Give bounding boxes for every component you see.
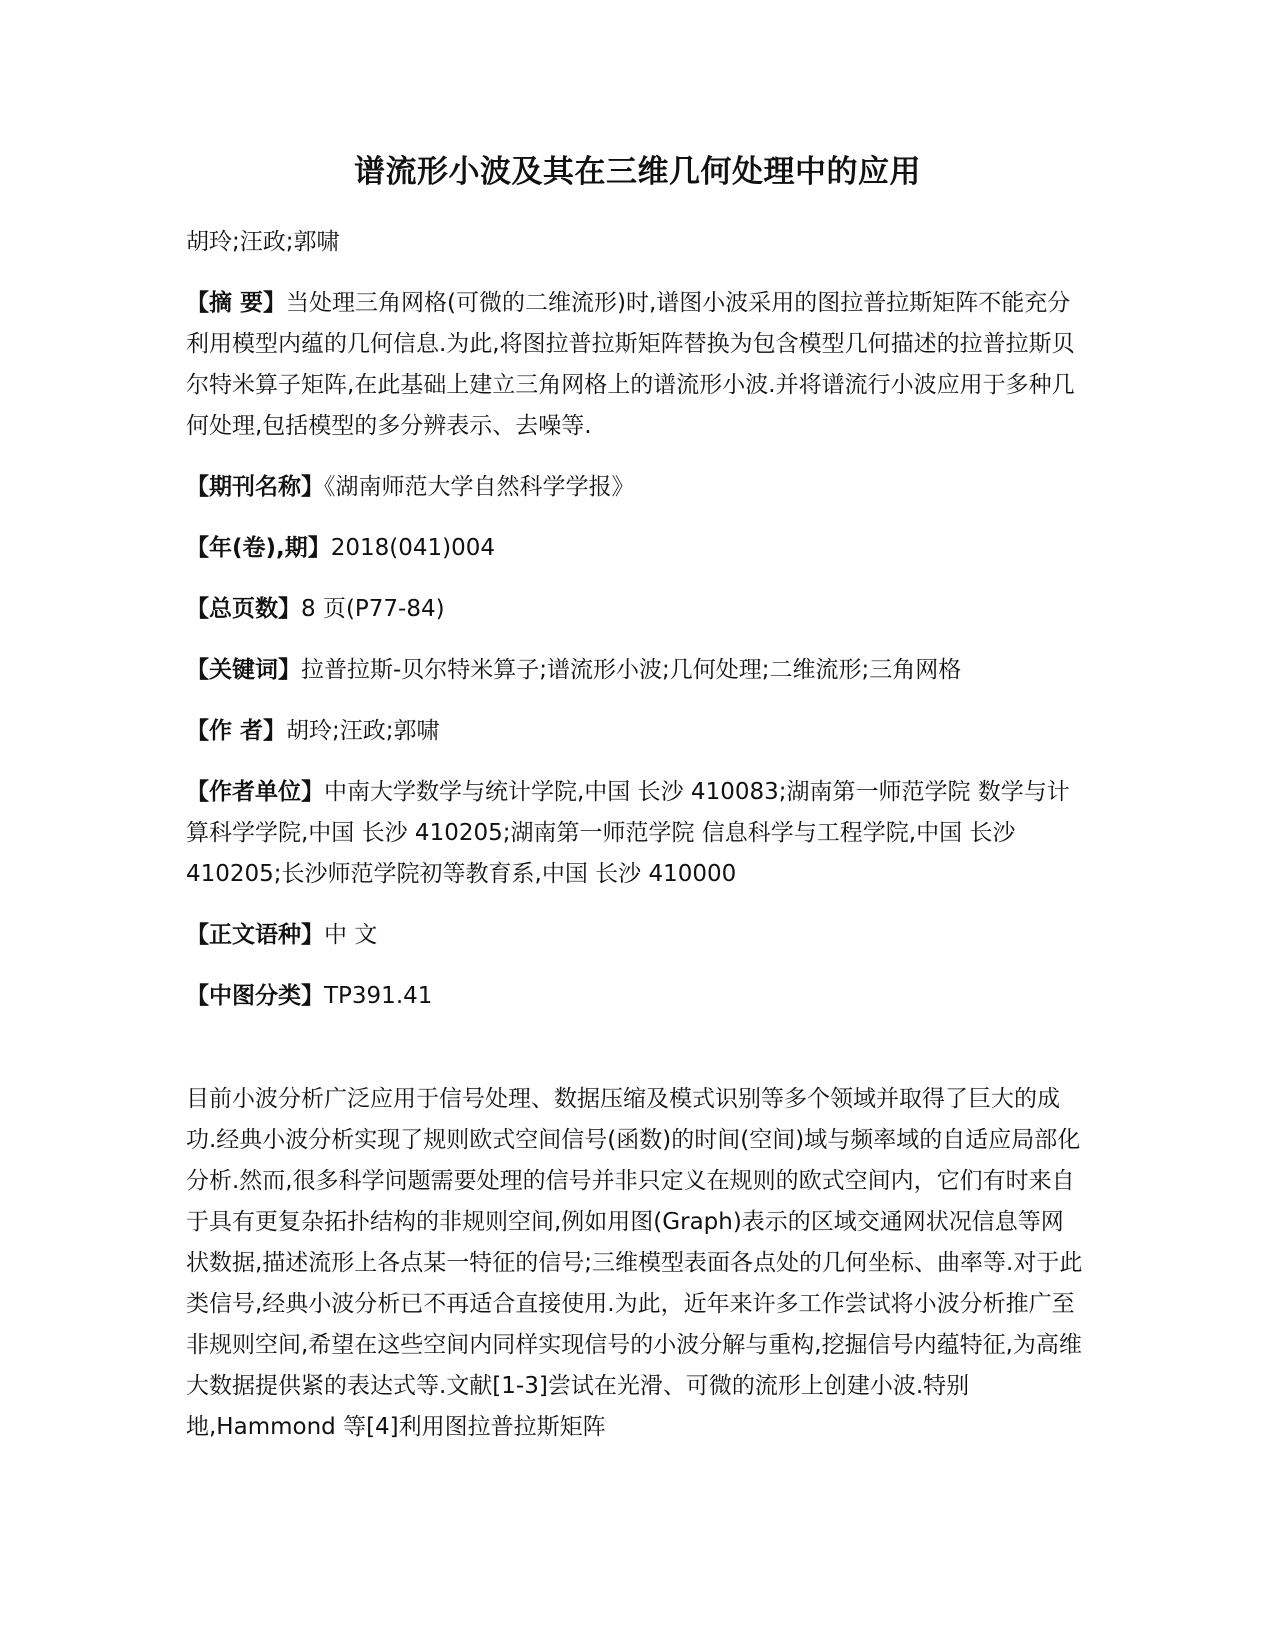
language-value: 中 文 [324, 922, 378, 948]
page-count-value: 8 页(P77-84) [301, 596, 445, 622]
body-paragraph: 目前小波分析广泛应用于信号处理、数据压缩及模式识别等多个领域并取得了巨大的成功.经典小波分析实现了规则欧式空间信号(函数)的时间(空间)域与频率域的自适应局部化分析.然而,很多科学问题需要处理的信号并非只定义在规则的欧式空间内，它们有时来自于具有更复杂拓扑结构的非规则空间,例如用图(Graph)表示的区域交通网状况信息等网状数据,描述流形上各点某一特征的信号;三维模型表面各点处的几何坐标、曲率等.对于此类信号,经典小波分析已不再适合直接使用.为此，近年来许多工作尝试将小波分析推广至非规则空间,希望在这些空间内同样实现信号的小波分解与重构,挖掘信号内蕴特征,为高维大数据提供紧的表达式等.文献[1-3]尝试在光滑、可微的流形上创建小波.特别地,Hammond 等[4]利用图拉普拉斯矩阵 [186, 1086, 1083, 1440]
year-volume-issue-field [186, 528, 1086, 569]
year-volume-issue-value: 2018(041)004 [330, 535, 496, 561]
page-count-label: 【总页数】 [186, 596, 301, 622]
year-volume-issue-label: 【年(卷),期】 [186, 535, 331, 561]
page-title: 谱流形小波及其在三维几何处理中的应用 [354, 154, 921, 190]
body-section [186, 1079, 1086, 1448]
language-field [186, 915, 1086, 956]
page-count-field [186, 589, 1086, 630]
abstract-text: 当处理三角网格(可微的二维流形)时,谱图小波采用的图拉普拉斯矩阵不能充分利用模型内蕴的几何信息.为此,将图拉普拉斯矩阵替换为包含模型几何描述的拉普拉斯贝尔特米算子矩阵,在此基础上建立三角网格上的谱流形小波.并将谱流行小波应用于多种几何处理,包括模型的多分辨表示、去噪等. [186, 290, 1075, 439]
journal-label: 【期刊名称】 [186, 474, 324, 500]
classification-label: 【中图分类】 [186, 983, 324, 1009]
keywords-value: 拉普拉斯-贝尔特米算子;谱流形小波;几何处理;二维流形;三角网格 [301, 657, 962, 683]
journal-value: 《湖南师范大学自然科学学报》 [324, 474, 635, 500]
keywords-label: 【关键词】 [186, 657, 301, 683]
affiliation-label: 【作者单位】 [186, 779, 324, 805]
affiliation-field [186, 772, 1086, 895]
classification-value: TP391.41 [324, 983, 433, 1009]
abstract-label: 【摘 要】 [186, 290, 287, 316]
document-content [186, 222, 1086, 1448]
authors-value: 胡玲;汪政;郭啸 [286, 718, 440, 744]
abstract-field [186, 283, 1086, 447]
keywords-field [186, 650, 1086, 691]
authors-label: 【作 者】 [186, 718, 287, 744]
authors-line: 胡玲;汪政;郭啸 [186, 229, 340, 255]
authors-field [186, 711, 1086, 752]
language-label: 【正文语种】 [186, 922, 324, 948]
journal-field [186, 467, 1086, 508]
classification-field [186, 976, 1086, 1017]
affiliation-value: 中南大学数学与统计学院,中国 长沙 410083;湖南第一师范学院 数学与计算科学学院,中国 长沙 410205;湖南第一师范学院 信息科学与工程学院,中国 长沙 410205;长沙师范学院初等教育系,中国 长沙 410000 [186, 779, 1070, 887]
